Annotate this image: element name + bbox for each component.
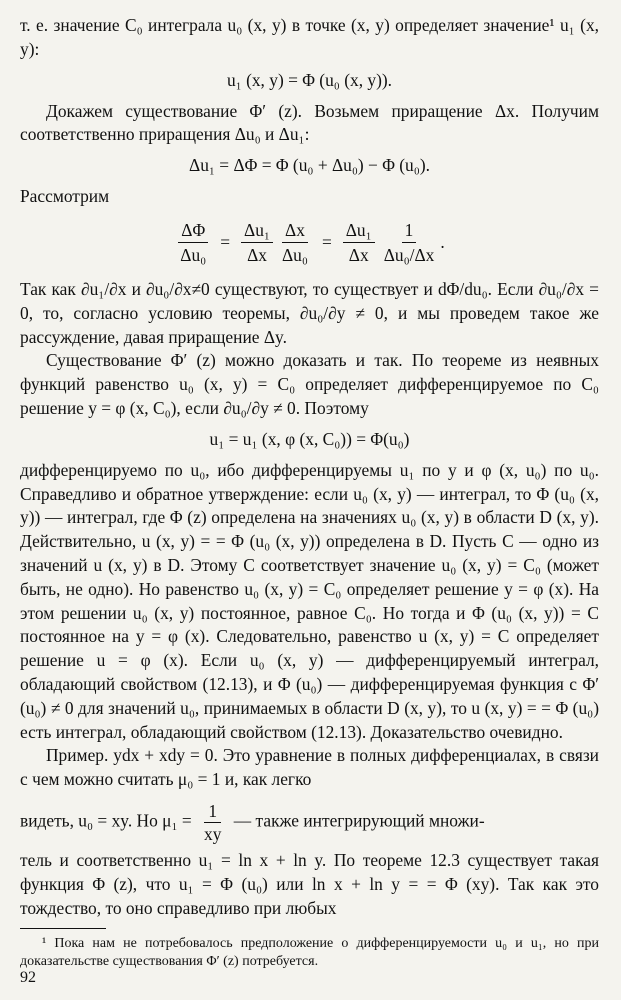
- paragraph-5: Существование Φ′ (z) можно доказать и так. По теореме из неявных функций равенство u₀ (x, y) = C₀ определяет дифференцируемое по C₀ решение y = φ (x, C₀), если ∂u₀/∂y ≠ 0. Поэтому: [20, 350, 599, 418]
- equals-sign: =: [321, 231, 332, 252]
- fraction-5: $\frac{1}{\text{Δu₀/Δx}}$: [383, 219, 435, 265]
- fraction-3: $\frac{\Delta x}{\text{Δu₀}}$: [281, 219, 308, 265]
- paragraph-4: Так как ∂u₁/∂x и ∂u₀/∂x≠0 существуют, то существует и dΦ/du₀. Если ∂u₀/∂x = 0, то, согласно условию теоремы, ∂u₀/∂y ≠ 0, и мы проведем такое же рассуждение, давая приращение Δy.: [20, 278, 599, 347]
- inline-fraction: $\frac{1}{xy}$: [204, 800, 222, 844]
- equation-2: Δu₁ = ΔΦ = Φ (u₀ + Δu₀) − Φ (u₀).: [189, 155, 430, 176]
- paragraph-example-cont: тель и соответственно u₁ = ln x + ln y. По теореме 12.3 существует такая функция Φ (z), что u₁ = Φ (u₀) или ln x + ln y = = Φ (xy). Так как это тождество, то оно справедливо при любых: [20, 849, 599, 918]
- equation-3: [20, 219, 599, 266]
- fraction-1: $\frac{\Delta\Phi}{\text{Δu₀}}$: [180, 219, 207, 265]
- equation-4: u₁ = u₁ (x, φ (x, C₀)) = Φ(u₀): [209, 428, 410, 449]
- equation-1: u₁ (x, y) = Φ (u₀ (x, y)).: [226, 69, 393, 90]
- paragraph-3: Рассмотрим: [20, 186, 110, 207]
- footnote-divider: [20, 928, 106, 929]
- paragraph-example-fraction-line: видеть, u₀ = xy. Но μ₁ = $\frac{1}{xy}$ — также интегрирующий множи-: [20, 800, 485, 844]
- paragraph-1: т. е. значение C₀ интеграла u₀ (x, y) в точке (x, y) определяет значение¹ u₁ (x, y):: [20, 15, 599, 59]
- paragraph-example: Пример. ydx + xdy = 0. Это уравнение в полных дифференциалах, в связи с чем можно считать μ₀ = 1 и, как легко: [20, 745, 599, 790]
- fraction-2: $\frac{\text{Δu₁}}{\Delta x}$: [241, 219, 273, 266]
- page-number: 92: [20, 969, 36, 986]
- fraction-4: $\frac{\text{Δu₁}}{\Delta x}$: [343, 219, 375, 266]
- equals-sign: =: [220, 231, 231, 252]
- paragraph-6: дифференцируемо по u₀, ибо дифференцируемы u₁ по y и φ (x, u₀) по u₀. Справедливо и обратное утверждение: если u₀ (x, y) — интеграл, то Φ (u₀ (x, y)) — интеграл, где Φ (z) определена на значениях u₀ (x, y) в области D (x, y). Действительно, u (x, y) = = Φ (u₀ (x, y)) определена в D. Пусть C — одно из значений u (x, y) в D. Этому C соответствует значение u₀ (x, y) = C₀ (может быть, не одно). Но равенство u₀ (x, y) = C₀ определяет решение y = φ (x). На этом решении u₀ (x, y) постоянное, равное C₀. Но тогда и Φ (u₀ (x, y)) = C постоянное на y = φ (x). Следовательно, равенство u (x, y) = C определяет решение u = φ (x). Если u₀ (x, y) — дифференцируемый интеграл, обладающий свойством (12.13), и Φ (u₀) — дифференцируемая функция с Φ′ (u₀) ≠ 0 для значений u₀, принимаемых в области D (x, y), то u (x, y) = = Φ (u₀) есть интеграл, обладающий свойством (12.13). Доказательство очевидно.: [20, 459, 599, 742]
- paragraph-2: Докажем существование Φ′ (z). Возьмем приращение Δx. Получим соответственно приращения Δu₀ и Δu₁:: [20, 100, 599, 145]
- footnote: ¹ Пока нам не потребовалось предположение о дифференцируемости u₀ и u₁, но при доказательстве существования Φ′ (z) потребуется.: [20, 936, 599, 970]
- equation-end-dot: .: [440, 231, 445, 252]
